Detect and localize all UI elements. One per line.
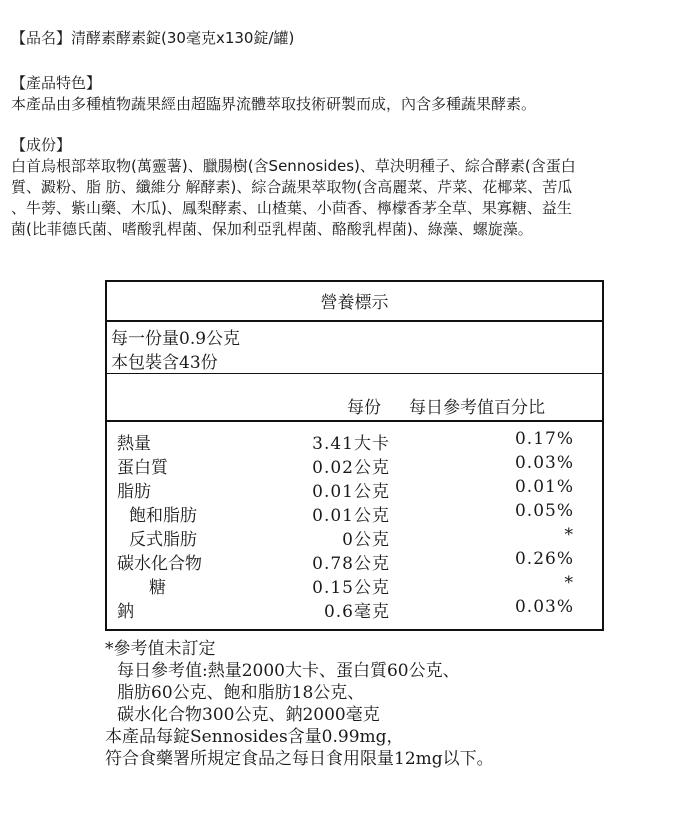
nutrient-row-saturated-fat (107, 501, 602, 524)
nutrient-label: 碳水化合物 (117, 554, 202, 574)
ingredients-line: 菌(比菲德氏菌、嗜酸乳桿菌、保加利亞乳桿菌、酪酸乳桿菌)、綠藻、螺旋藻。 (11, 220, 533, 238)
product-name-heading: 【品名】 (11, 29, 72, 47)
nutrient-row-calories (107, 429, 602, 452)
nutrient-label: 蛋白質 (117, 458, 168, 478)
nutrition-title: 營養標示 (320, 293, 389, 313)
nutrient-row-sodium (107, 597, 602, 620)
nutrient-label: 脂肪 (117, 482, 151, 502)
ingredients-line: 質、澱粉、脂 肪、纖維分 解酵素)、綜合蔬果萃取物(含高麗菜、芹菜、花椰菜、苦瓜 (11, 178, 573, 196)
nutrient-daily-value: * (564, 573, 574, 593)
footnotes (105, 638, 665, 770)
ingredients-section (11, 135, 691, 240)
nutrient-amount: 0.01公克 (312, 506, 390, 526)
daily-reference-line: 脂肪60公克、飽和脂肪18公克、 (117, 683, 365, 703)
sennosides-statement-line: 符合食藥署所規定食品之每日食用限量12mg以下。 (105, 749, 494, 769)
divider (107, 320, 602, 322)
nutrient-row-carbohydrate (107, 549, 602, 572)
nutrient-daily-value: 0.17% (514, 429, 574, 449)
nutrient-amount: 0.6毫克 (323, 602, 390, 622)
daily-reference-line: 每日參考值:熱量2000大卡、蛋白質60公克、 (117, 661, 460, 681)
product-name-value: 清酵素酵素錠(30毫克x130錠/罐) (71, 29, 295, 47)
ingredients-line: 、牛蒡、紫山藥、木瓜)、鳳梨酵素、山楂葉、小茴香、檸檬香茅全草、果寡糖、益生 (11, 199, 572, 217)
serving-size: 每一份量0.9公克 (111, 329, 241, 349)
nutrient-row-protein (107, 453, 602, 476)
nutrient-amount: 0.78公克 (312, 554, 390, 574)
nutrient-amount: 0.15公克 (312, 578, 390, 598)
nutrient-amount: 0.02公克 (312, 458, 390, 478)
nutrient-label: 鈉 (117, 602, 134, 622)
column-header-daily-value: 每日參考值百分比 (409, 398, 545, 418)
nutrient-row-fat (107, 477, 602, 500)
features-section (11, 73, 691, 115)
nutrient-row-trans-fat (107, 525, 602, 548)
daily-reference-line: 碳水化合物300公克、鈉2000毫克 (117, 705, 380, 725)
divider (107, 373, 602, 374)
nutrient-daily-value: 0.03% (514, 597, 574, 617)
footnote-not-established: *參考值未訂定 (105, 639, 216, 659)
nutrient-amount: 0公克 (342, 530, 390, 550)
nutrient-label: 熱量 (117, 434, 151, 454)
divider (107, 420, 602, 422)
product-name-section (11, 28, 691, 49)
features-text: 本產品由多種植物蔬果經由超臨界流體萃取技術研製而成，內含多種蔬果酵素。 (11, 95, 537, 113)
sennosides-statement-line: 本產品每錠Sennosides含量0.99mg， (105, 727, 404, 747)
ingredients-heading: 【成份】 (11, 136, 72, 154)
nutrient-label: 反式脂肪 (129, 530, 197, 550)
nutrient-amount: 3.41大卡 (312, 434, 390, 454)
nutrient-daily-value: 0.03% (514, 453, 574, 473)
servings-per-package: 本包裝含43份 (111, 353, 218, 373)
features-heading: 【產品特色】 (11, 74, 102, 92)
nutrient-daily-value: 0.05% (514, 501, 574, 521)
ingredients-line: 白首烏根部萃取物(萬靈薯)、臘腸樹(含Sennosides)、草決明種子、綜合酵素(含蛋白 (11, 157, 576, 175)
nutrient-daily-value: 0.01% (514, 477, 574, 497)
nutrition-facts-panel (105, 280, 604, 631)
nutrient-daily-value: * (564, 525, 574, 545)
nutrient-row-sugar (107, 573, 602, 596)
nutrient-amount: 0.01公克 (312, 482, 390, 502)
nutrient-daily-value: 0.26% (514, 549, 574, 569)
nutrient-label: 飽和脂肪 (129, 506, 197, 526)
nutrient-label: 糖 (149, 578, 166, 598)
column-header-per-serving: 每份 (347, 398, 381, 418)
